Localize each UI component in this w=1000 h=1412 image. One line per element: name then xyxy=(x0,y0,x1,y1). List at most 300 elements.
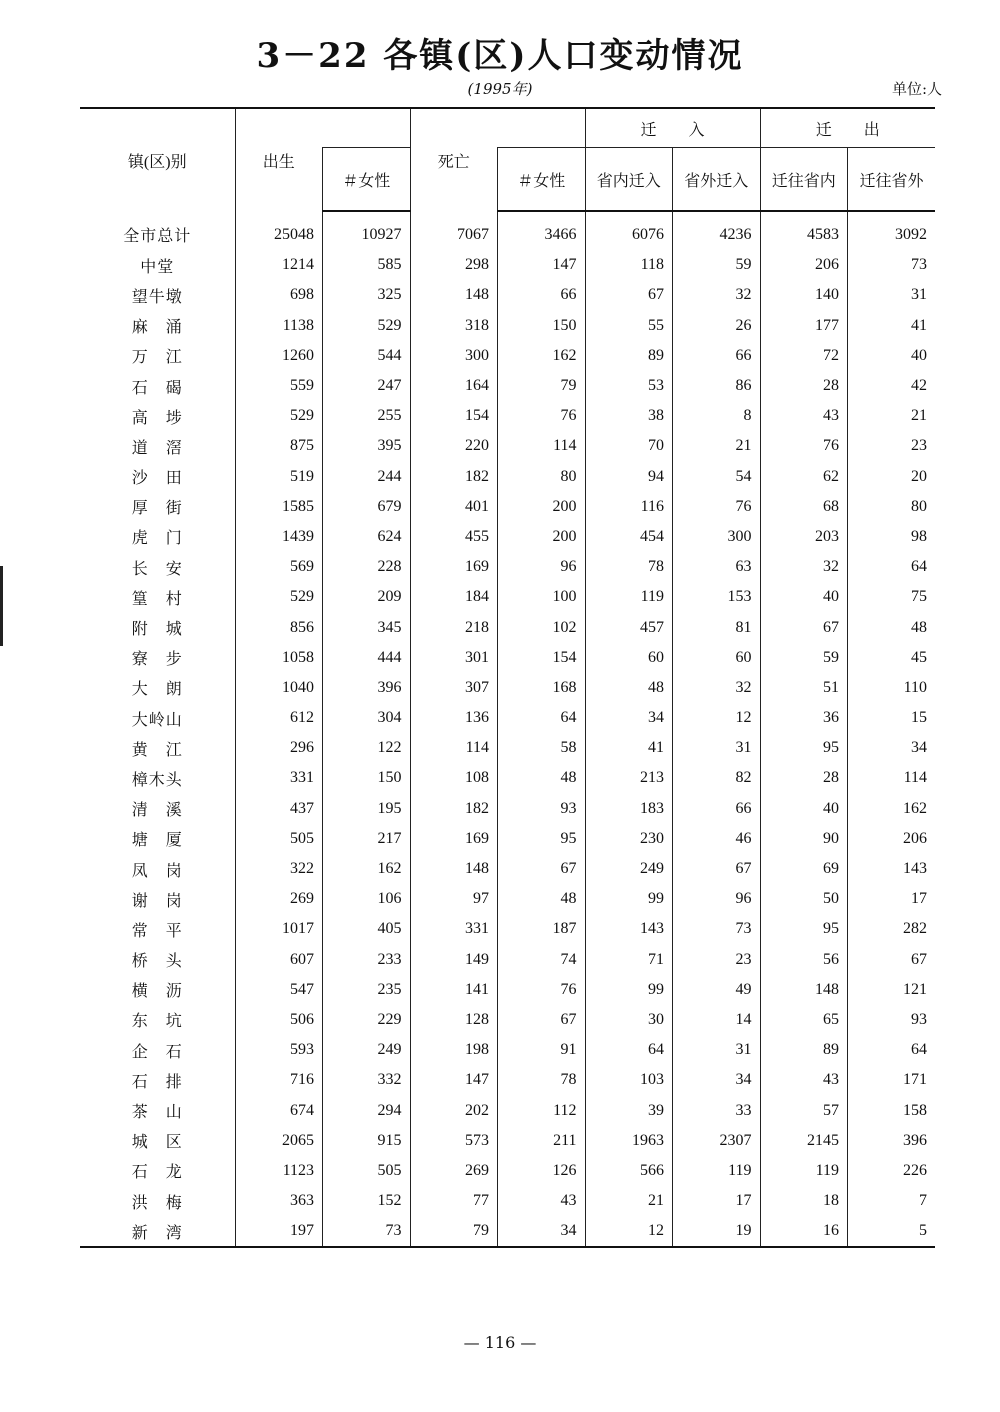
table-row xyxy=(80,794,935,824)
value-cell: 34 xyxy=(673,1065,761,1095)
header-out-province: 迁往省内 xyxy=(760,148,848,212)
value-cell: 106 xyxy=(323,884,411,914)
value-cell: 624 xyxy=(323,522,411,552)
value-cell: 209 xyxy=(323,582,411,612)
value-cell: 505 xyxy=(323,1156,411,1186)
value-cell: 68 xyxy=(760,492,848,522)
region-name-cell: 城 区 xyxy=(131,1134,183,1152)
value-cell: 217 xyxy=(323,824,411,854)
value-cell: 154 xyxy=(498,643,586,673)
value-cell: 396 xyxy=(848,1126,936,1156)
value-cell: 169 xyxy=(410,552,498,582)
value-cell: 211 xyxy=(498,1126,586,1156)
header-spacer-1 xyxy=(323,108,411,148)
value-cell: 544 xyxy=(323,341,411,371)
value-cell: 126 xyxy=(498,1156,586,1186)
value-cell: 128 xyxy=(410,1005,498,1035)
value-cell: 18 xyxy=(760,1186,848,1216)
table-row xyxy=(80,975,935,1005)
value-cell: 21 xyxy=(673,431,761,461)
value-cell: 405 xyxy=(323,914,411,944)
table-row xyxy=(80,1035,935,1065)
value-cell: 228 xyxy=(323,552,411,582)
value-cell: 148 xyxy=(410,854,498,884)
value-cell: 96 xyxy=(498,552,586,582)
region-name-cell: 沙 田 xyxy=(131,470,183,488)
value-cell: 247 xyxy=(323,371,411,401)
value-cell: 40 xyxy=(760,582,848,612)
value-cell: 98 xyxy=(848,522,936,552)
value-cell: 12 xyxy=(673,703,761,733)
value-cell: 48 xyxy=(498,884,586,914)
value-cell: 77 xyxy=(410,1186,498,1216)
value-cell: 300 xyxy=(410,341,498,371)
region-name-cell: 洪 梅 xyxy=(131,1194,183,1212)
value-cell: 80 xyxy=(848,492,936,522)
value-cell: 39 xyxy=(585,1095,673,1125)
value-cell: 91 xyxy=(498,1035,586,1065)
value-cell: 2145 xyxy=(760,1126,848,1156)
value-cell: 21 xyxy=(848,401,936,431)
table-row xyxy=(80,1216,935,1247)
table-row xyxy=(80,703,935,733)
value-cell: 220 xyxy=(410,431,498,461)
value-cell: 43 xyxy=(498,1186,586,1216)
value-cell: 67 xyxy=(498,854,586,884)
table-row xyxy=(80,884,935,914)
value-cell: 76 xyxy=(498,975,586,1005)
value-cell: 2307 xyxy=(673,1126,761,1156)
table-body xyxy=(80,211,935,1247)
region-name-cell: 虎 门 xyxy=(131,530,183,548)
value-cell: 76 xyxy=(498,401,586,431)
value-cell: 95 xyxy=(498,824,586,854)
table-row xyxy=(80,1156,935,1186)
value-cell: 331 xyxy=(410,914,498,944)
value-cell: 100 xyxy=(498,582,586,612)
value-cell: 64 xyxy=(498,703,586,733)
region-name-cell: 附 城 xyxy=(131,621,183,639)
value-cell: 143 xyxy=(585,914,673,944)
value-cell: 86 xyxy=(673,371,761,401)
value-cell: 6076 xyxy=(585,211,673,250)
value-cell: 182 xyxy=(410,794,498,824)
value-cell: 122 xyxy=(323,733,411,763)
value-cell: 1214 xyxy=(235,250,323,280)
value-cell: 150 xyxy=(323,763,411,793)
table-row xyxy=(80,250,935,280)
value-cell: 7 xyxy=(848,1186,936,1216)
value-cell: 59 xyxy=(760,643,848,673)
table-row xyxy=(80,824,935,854)
value-cell: 1017 xyxy=(235,914,323,944)
value-cell: 58 xyxy=(498,733,586,763)
value-cell: 4583 xyxy=(760,211,848,250)
region-name-cell: 万 江 xyxy=(131,349,183,367)
table-row xyxy=(80,1005,935,1035)
value-cell: 14 xyxy=(673,1005,761,1035)
value-cell: 121 xyxy=(848,975,936,1005)
value-cell: 51 xyxy=(760,673,848,703)
region-name-cell: 桥 头 xyxy=(131,953,183,971)
value-cell: 255 xyxy=(323,401,411,431)
value-cell: 437 xyxy=(235,794,323,824)
value-cell: 269 xyxy=(235,884,323,914)
value-cell: 184 xyxy=(410,582,498,612)
value-cell: 698 xyxy=(235,280,323,310)
value-cell: 200 xyxy=(498,522,586,552)
region-name-cell: 全市总计 xyxy=(123,228,192,246)
table-row xyxy=(80,582,935,612)
header-in-outside: 省外迁入 xyxy=(673,148,761,212)
value-cell: 94 xyxy=(585,462,673,492)
value-cell: 72 xyxy=(760,341,848,371)
value-cell: 95 xyxy=(760,914,848,944)
table-row xyxy=(80,1186,935,1216)
value-cell: 197 xyxy=(235,1216,323,1247)
value-cell: 17 xyxy=(848,884,936,914)
value-cell: 168 xyxy=(498,673,586,703)
header-births: 出生 xyxy=(235,108,323,211)
value-cell: 195 xyxy=(323,794,411,824)
value-cell: 147 xyxy=(498,250,586,280)
value-cell: 585 xyxy=(323,250,411,280)
value-cell: 114 xyxy=(410,733,498,763)
value-cell: 12 xyxy=(585,1216,673,1247)
value-cell: 401 xyxy=(410,492,498,522)
table-row xyxy=(80,733,935,763)
value-cell: 182 xyxy=(410,462,498,492)
value-cell: 325 xyxy=(323,280,411,310)
table-row xyxy=(80,492,935,522)
table-row xyxy=(80,431,935,461)
page-title: 3－22 各镇(区)人口变动情况 xyxy=(256,36,744,76)
value-cell: 1439 xyxy=(235,522,323,552)
value-cell: 716 xyxy=(235,1065,323,1095)
value-cell: 46 xyxy=(673,824,761,854)
value-cell: 48 xyxy=(585,673,673,703)
value-cell: 119 xyxy=(760,1156,848,1186)
value-cell: 60 xyxy=(673,643,761,673)
table-row xyxy=(80,763,935,793)
value-cell: 90 xyxy=(760,824,848,854)
value-cell: 43 xyxy=(760,1065,848,1095)
value-cell: 573 xyxy=(410,1126,498,1156)
header-spacer-2 xyxy=(498,108,586,148)
value-cell: 8 xyxy=(673,401,761,431)
value-cell: 31 xyxy=(848,280,936,310)
value-cell: 82 xyxy=(673,763,761,793)
value-cell: 169 xyxy=(410,824,498,854)
value-cell: 164 xyxy=(410,371,498,401)
value-cell: 322 xyxy=(235,854,323,884)
unit-label: 单位:人 xyxy=(891,80,942,98)
value-cell: 23 xyxy=(673,945,761,975)
value-cell: 177 xyxy=(760,311,848,341)
value-cell: 233 xyxy=(323,945,411,975)
header-female-births: ＃女性 xyxy=(323,148,411,212)
value-cell: 64 xyxy=(585,1035,673,1065)
value-cell: 162 xyxy=(323,854,411,884)
value-cell: 15 xyxy=(848,703,936,733)
region-name-cell: 塘 厦 xyxy=(131,832,183,850)
value-cell: 674 xyxy=(235,1095,323,1125)
value-cell: 213 xyxy=(585,763,673,793)
value-cell: 97 xyxy=(410,884,498,914)
value-cell: 73 xyxy=(323,1216,411,1247)
value-cell: 607 xyxy=(235,945,323,975)
value-cell: 34 xyxy=(498,1216,586,1247)
value-cell: 78 xyxy=(498,1065,586,1095)
value-cell: 593 xyxy=(235,1035,323,1065)
value-cell: 301 xyxy=(410,643,498,673)
region-name-cell: 谢 岗 xyxy=(131,892,183,910)
value-cell: 78 xyxy=(585,552,673,582)
value-cell: 318 xyxy=(410,311,498,341)
region-name-cell: 麻 涌 xyxy=(131,319,183,337)
value-cell: 62 xyxy=(760,462,848,492)
header-move-out: 迁 出 xyxy=(760,108,935,148)
value-cell: 40 xyxy=(760,794,848,824)
region-name-cell: 企 石 xyxy=(131,1043,183,1061)
region-name-cell: 常 平 xyxy=(131,922,183,940)
value-cell: 66 xyxy=(673,794,761,824)
value-cell: 67 xyxy=(673,854,761,884)
value-cell: 395 xyxy=(323,431,411,461)
value-cell: 57 xyxy=(760,1095,848,1125)
year-label: (1995年) xyxy=(467,80,533,98)
value-cell: 71 xyxy=(585,945,673,975)
value-cell: 1058 xyxy=(235,643,323,673)
value-cell: 235 xyxy=(323,975,411,1005)
value-cell: 148 xyxy=(410,280,498,310)
value-cell: 23 xyxy=(848,431,936,461)
value-cell: 10927 xyxy=(323,211,411,250)
value-cell: 454 xyxy=(585,522,673,552)
value-cell: 60 xyxy=(585,643,673,673)
value-cell: 162 xyxy=(498,341,586,371)
value-cell: 19 xyxy=(673,1216,761,1247)
value-cell: 5 xyxy=(848,1216,936,1247)
value-cell: 679 xyxy=(323,492,411,522)
value-cell: 74 xyxy=(498,945,586,975)
value-cell: 119 xyxy=(673,1156,761,1186)
value-cell: 183 xyxy=(585,794,673,824)
header-region: 镇(区)别 xyxy=(80,108,235,211)
value-cell: 76 xyxy=(673,492,761,522)
value-cell: 396 xyxy=(323,673,411,703)
region-name-cell: 凤 岗 xyxy=(131,862,183,880)
value-cell: 65 xyxy=(760,1005,848,1035)
value-cell: 26 xyxy=(673,311,761,341)
value-cell: 76 xyxy=(760,431,848,461)
value-cell: 875 xyxy=(235,431,323,461)
value-cell: 2065 xyxy=(235,1126,323,1156)
value-cell: 112 xyxy=(498,1095,586,1125)
value-cell: 294 xyxy=(323,1095,411,1125)
table-row xyxy=(80,945,935,975)
value-cell: 93 xyxy=(848,1005,936,1035)
table-row xyxy=(80,280,935,310)
value-cell: 64 xyxy=(848,552,936,582)
region-name-cell: 寮 步 xyxy=(131,651,183,669)
table-row xyxy=(80,522,935,552)
value-cell: 34 xyxy=(848,733,936,763)
value-cell: 612 xyxy=(235,703,323,733)
value-cell: 148 xyxy=(760,975,848,1005)
value-cell: 59 xyxy=(673,250,761,280)
value-cell: 40 xyxy=(848,341,936,371)
region-name-cell: 篁 村 xyxy=(131,590,183,608)
value-cell: 36 xyxy=(760,703,848,733)
header-female-deaths: ＃女性 xyxy=(498,148,586,212)
value-cell: 96 xyxy=(673,884,761,914)
region-name-cell: 石 龙 xyxy=(131,1164,183,1182)
table-row xyxy=(80,552,935,582)
value-cell: 206 xyxy=(760,250,848,280)
region-name-cell: 石 碣 xyxy=(131,379,183,397)
value-cell: 21 xyxy=(585,1186,673,1216)
value-cell: 34 xyxy=(585,703,673,733)
value-cell: 49 xyxy=(673,975,761,1005)
value-cell: 95 xyxy=(760,733,848,763)
page-number: — 116 — xyxy=(463,1333,537,1352)
value-cell: 73 xyxy=(673,914,761,944)
value-cell: 282 xyxy=(848,914,936,944)
region-name-cell: 厚 街 xyxy=(131,500,183,518)
value-cell: 140 xyxy=(760,280,848,310)
value-cell: 50 xyxy=(760,884,848,914)
table-row xyxy=(80,612,935,642)
value-cell: 304 xyxy=(323,703,411,733)
value-cell: 81 xyxy=(673,612,761,642)
header-out-outside: 迁往省外 xyxy=(848,148,936,212)
value-cell: 152 xyxy=(323,1186,411,1216)
scan-edge-mark xyxy=(0,566,3,646)
value-cell: 89 xyxy=(585,341,673,371)
table-row xyxy=(80,914,935,944)
value-cell: 30 xyxy=(585,1005,673,1035)
value-cell: 363 xyxy=(235,1186,323,1216)
value-cell: 143 xyxy=(848,854,936,884)
value-cell: 48 xyxy=(498,763,586,793)
value-cell: 20 xyxy=(848,462,936,492)
table-row xyxy=(80,401,935,431)
value-cell: 56 xyxy=(760,945,848,975)
value-cell: 141 xyxy=(410,975,498,1005)
value-cell: 915 xyxy=(323,1126,411,1156)
value-cell: 7067 xyxy=(410,211,498,250)
value-cell: 79 xyxy=(410,1216,498,1247)
value-cell: 249 xyxy=(323,1035,411,1065)
header-deaths: 死亡 xyxy=(410,108,498,211)
table-row xyxy=(80,371,935,401)
value-cell: 66 xyxy=(498,280,586,310)
value-cell: 1040 xyxy=(235,673,323,703)
population-change-table xyxy=(80,107,935,1248)
region-name-cell: 黄 江 xyxy=(131,741,183,759)
value-cell: 53 xyxy=(585,371,673,401)
value-cell: 298 xyxy=(410,250,498,280)
value-cell: 67 xyxy=(760,612,848,642)
region-name-cell: 东 坑 xyxy=(131,1013,183,1031)
value-cell: 229 xyxy=(323,1005,411,1035)
table-row xyxy=(80,462,935,492)
value-cell: 505 xyxy=(235,824,323,854)
value-cell: 3466 xyxy=(498,211,586,250)
value-cell: 158 xyxy=(848,1095,936,1125)
region-name-cell: 新 湾 xyxy=(80,1216,235,1247)
value-cell: 1585 xyxy=(235,492,323,522)
value-cell: 1138 xyxy=(235,311,323,341)
value-cell: 566 xyxy=(585,1156,673,1186)
value-cell: 118 xyxy=(585,250,673,280)
value-cell: 42 xyxy=(848,371,936,401)
table-row xyxy=(80,1126,935,1156)
value-cell: 203 xyxy=(760,522,848,552)
table-row xyxy=(80,1095,935,1125)
value-cell: 150 xyxy=(498,311,586,341)
value-cell: 206 xyxy=(848,824,936,854)
value-cell: 89 xyxy=(760,1035,848,1065)
value-cell: 41 xyxy=(848,311,936,341)
table-row xyxy=(80,1065,935,1095)
value-cell: 1260 xyxy=(235,341,323,371)
value-cell: 25048 xyxy=(235,211,323,250)
value-cell: 70 xyxy=(585,431,673,461)
value-cell: 114 xyxy=(848,763,936,793)
value-cell: 506 xyxy=(235,1005,323,1035)
value-cell: 230 xyxy=(585,824,673,854)
value-cell: 529 xyxy=(235,401,323,431)
region-name-cell: 大岭山 xyxy=(131,711,183,729)
header-move-in: 迁 入 xyxy=(585,108,760,148)
value-cell: 331 xyxy=(235,763,323,793)
value-cell: 200 xyxy=(498,492,586,522)
value-cell: 226 xyxy=(848,1156,936,1186)
table-row xyxy=(80,673,935,703)
value-cell: 1963 xyxy=(585,1126,673,1156)
table-row xyxy=(80,341,935,371)
value-cell: 307 xyxy=(410,673,498,703)
value-cell: 67 xyxy=(585,280,673,310)
value-cell: 444 xyxy=(323,643,411,673)
value-cell: 43 xyxy=(760,401,848,431)
value-cell: 28 xyxy=(760,763,848,793)
value-cell: 64 xyxy=(848,1035,936,1065)
table-row xyxy=(80,311,935,341)
region-name-cell: 望牛墩 xyxy=(131,288,183,306)
value-cell: 119 xyxy=(585,582,673,612)
value-cell: 108 xyxy=(410,763,498,793)
value-cell: 547 xyxy=(235,975,323,1005)
value-cell: 17 xyxy=(673,1186,761,1216)
value-cell: 1123 xyxy=(235,1156,323,1186)
value-cell: 202 xyxy=(410,1095,498,1125)
region-name-cell: 横 沥 xyxy=(131,983,183,1001)
value-cell: 198 xyxy=(410,1035,498,1065)
region-name-cell: 樟木头 xyxy=(131,771,183,789)
value-cell: 147 xyxy=(410,1065,498,1095)
value-cell: 856 xyxy=(235,612,323,642)
value-cell: 69 xyxy=(760,854,848,884)
table-row xyxy=(80,643,935,673)
value-cell: 93 xyxy=(498,794,586,824)
value-cell: 345 xyxy=(323,612,411,642)
value-cell: 31 xyxy=(673,733,761,763)
value-cell: 529 xyxy=(235,582,323,612)
region-name-cell: 长 安 xyxy=(131,560,183,578)
